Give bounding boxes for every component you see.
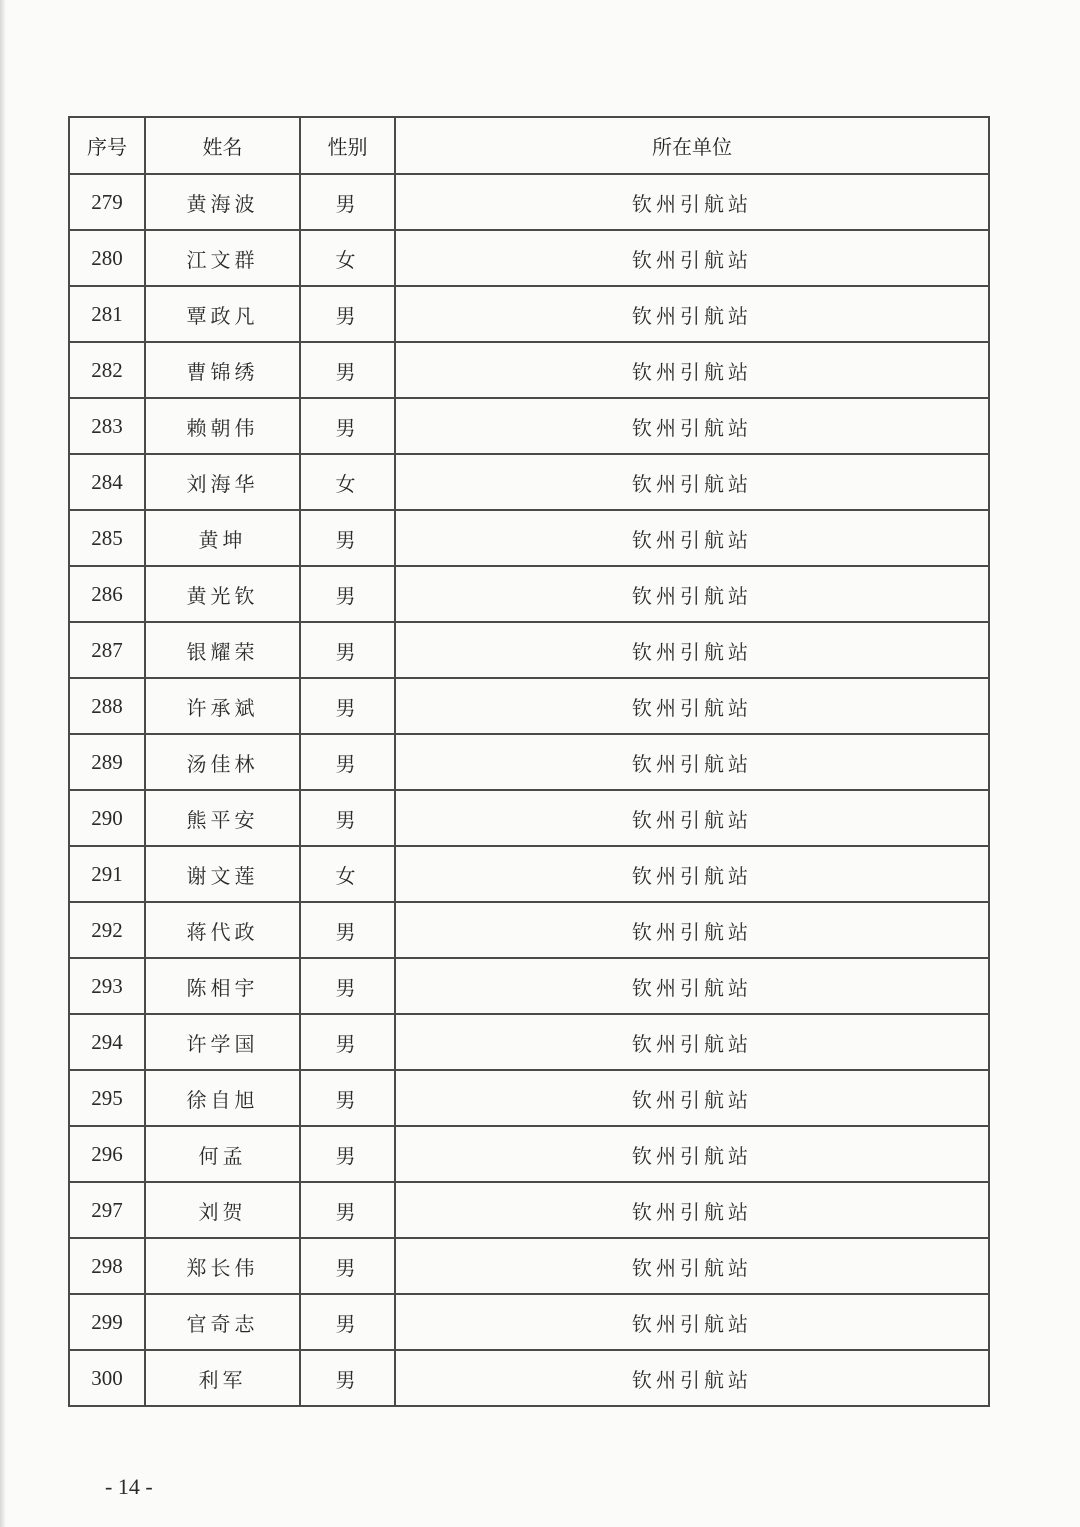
cell-index: 281 [69, 286, 145, 342]
cell-gender: 男 [300, 174, 395, 230]
cell-name: 黄光钦 [145, 566, 300, 622]
cell-unit: 钦州引航站 [395, 510, 989, 566]
cell-index: 298 [69, 1238, 145, 1294]
cell-index: 291 [69, 846, 145, 902]
cell-gender: 男 [300, 398, 395, 454]
table-row [69, 1070, 989, 1126]
cell-index: 283 [69, 398, 145, 454]
cell-index: 290 [69, 790, 145, 846]
cell-index: 288 [69, 678, 145, 734]
table-row [69, 958, 989, 1014]
cell-unit: 钦州引航站 [395, 678, 989, 734]
cell-index: 292 [69, 902, 145, 958]
cell-gender: 男 [300, 286, 395, 342]
cell-name: 银耀荣 [145, 622, 300, 678]
table-row [69, 622, 989, 678]
cell-name: 覃政凡 [145, 286, 300, 342]
table-row [69, 846, 989, 902]
cell-unit: 钦州引航站 [395, 1070, 989, 1126]
header-row [69, 117, 989, 174]
cell-unit: 钦州引航站 [395, 174, 989, 230]
cell-gender: 男 [300, 1182, 395, 1238]
cell-gender: 男 [300, 790, 395, 846]
table-row [69, 1350, 989, 1406]
cell-name: 许学国 [145, 1014, 300, 1070]
cell-index: 299 [69, 1294, 145, 1350]
header-name: 姓名 [145, 117, 300, 174]
cell-name: 刘海华 [145, 454, 300, 510]
cell-index: 295 [69, 1070, 145, 1126]
table-row [69, 1126, 989, 1182]
cell-gender: 男 [300, 622, 395, 678]
cell-name: 陈相宇 [145, 958, 300, 1014]
cell-name: 黄坤 [145, 510, 300, 566]
cell-name: 赖朝伟 [145, 398, 300, 454]
header-gender: 性别 [300, 117, 395, 174]
page-edge-shadow [0, 0, 6, 1527]
cell-unit: 钦州引航站 [395, 398, 989, 454]
page-number: - 14 - [105, 1474, 153, 1499]
header-index: 序号 [69, 117, 145, 174]
cell-gender: 男 [300, 1014, 395, 1070]
cell-unit: 钦州引航站 [395, 1126, 989, 1182]
cell-unit: 钦州引航站 [395, 622, 989, 678]
cell-unit: 钦州引航站 [395, 734, 989, 790]
cell-unit: 钦州引航站 [395, 902, 989, 958]
cell-gender: 男 [300, 734, 395, 790]
cell-gender: 男 [300, 510, 395, 566]
cell-gender: 男 [300, 342, 395, 398]
cell-unit: 钦州引航站 [395, 342, 989, 398]
cell-index: 279 [69, 174, 145, 230]
table-row [69, 454, 989, 510]
table-row [69, 1238, 989, 1294]
cell-gender: 男 [300, 902, 395, 958]
table-header [69, 117, 989, 174]
cell-unit: 钦州引航站 [395, 1238, 989, 1294]
cell-name: 曹锦绣 [145, 342, 300, 398]
cell-unit: 钦州引航站 [395, 286, 989, 342]
cell-unit: 钦州引航站 [395, 846, 989, 902]
cell-name: 许承斌 [145, 678, 300, 734]
cell-name: 蒋代政 [145, 902, 300, 958]
cell-index: 280 [69, 230, 145, 286]
table-row [69, 510, 989, 566]
cell-gender: 男 [300, 1070, 395, 1126]
cell-name: 利军 [145, 1350, 300, 1406]
cell-name: 熊平安 [145, 790, 300, 846]
cell-gender: 男 [300, 958, 395, 1014]
cell-name: 黄海波 [145, 174, 300, 230]
table-row [69, 678, 989, 734]
cell-name: 刘贺 [145, 1182, 300, 1238]
table-row [69, 1182, 989, 1238]
cell-unit: 钦州引航站 [395, 1350, 989, 1406]
cell-gender: 女 [300, 454, 395, 510]
table-body [69, 174, 989, 1406]
cell-gender: 男 [300, 1238, 395, 1294]
cell-gender: 男 [300, 566, 395, 622]
cell-index: 289 [69, 734, 145, 790]
cell-gender: 女 [300, 846, 395, 902]
cell-gender: 男 [300, 1350, 395, 1406]
cell-index: 296 [69, 1126, 145, 1182]
cell-index: 300 [69, 1350, 145, 1406]
cell-unit: 钦州引航站 [395, 230, 989, 286]
cell-index: 293 [69, 958, 145, 1014]
table-row [69, 342, 989, 398]
cell-gender: 女 [300, 230, 395, 286]
cell-name: 官奇志 [145, 1294, 300, 1350]
cell-unit: 钦州引航站 [395, 1294, 989, 1350]
table-row [69, 734, 989, 790]
cell-unit: 钦州引航站 [395, 958, 989, 1014]
cell-gender: 男 [300, 1294, 395, 1350]
cell-unit: 钦州引航站 [395, 454, 989, 510]
cell-name: 谢文莲 [145, 846, 300, 902]
table-row [69, 1014, 989, 1070]
header-unit: 所在单位 [395, 117, 989, 174]
cell-name: 江文群 [145, 230, 300, 286]
table-row [69, 174, 989, 230]
cell-index: 294 [69, 1014, 145, 1070]
cell-unit: 钦州引航站 [395, 566, 989, 622]
cell-index: 285 [69, 510, 145, 566]
cell-name: 徐自旭 [145, 1070, 300, 1126]
table-row [69, 566, 989, 622]
cell-index: 284 [69, 454, 145, 510]
cell-index: 282 [69, 342, 145, 398]
cell-unit: 钦州引航站 [395, 1182, 989, 1238]
cell-name: 何孟 [145, 1126, 300, 1182]
cell-index: 297 [69, 1182, 145, 1238]
table-row [69, 902, 989, 958]
table-row [69, 1294, 989, 1350]
cell-index: 286 [69, 566, 145, 622]
roster-table [68, 116, 990, 1407]
table-row [69, 230, 989, 286]
table-row [69, 398, 989, 454]
cell-name: 汤佳林 [145, 734, 300, 790]
table-row [69, 286, 989, 342]
cell-gender: 男 [300, 1126, 395, 1182]
table-row [69, 790, 989, 846]
cell-index: 287 [69, 622, 145, 678]
cell-name: 郑长伟 [145, 1238, 300, 1294]
cell-gender: 男 [300, 678, 395, 734]
cell-unit: 钦州引航站 [395, 1014, 989, 1070]
cell-unit: 钦州引航站 [395, 790, 989, 846]
